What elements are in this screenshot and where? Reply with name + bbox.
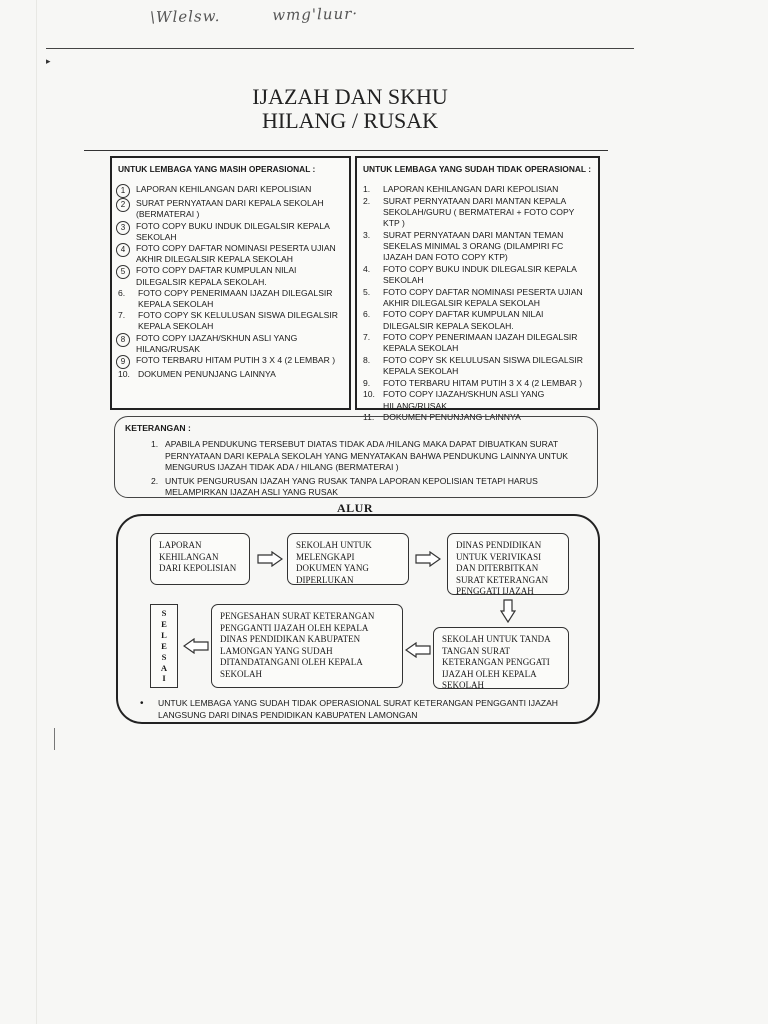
arrow-right-icon: [257, 551, 283, 567]
operational-requirements-box: [110, 156, 351, 410]
item-number: 3: [116, 221, 130, 235]
list-item: [118, 333, 343, 355]
list-item: [118, 221, 343, 243]
requirements-list: [363, 184, 592, 423]
arrow-left-icon: [405, 642, 431, 658]
non-operational-requirements-box: [355, 156, 600, 423]
item-text: LAPORAN KEHILANGAN DARI KEPOLISIAN: [383, 184, 559, 195]
item-number: 5: [116, 265, 130, 279]
list-item: [363, 378, 592, 389]
bullet-icon: •: [140, 698, 144, 709]
item-text: FOTO COPY DAFTAR KUMPULAN NILAI DILEGALSIR KEPALA SEKOLAH.: [136, 265, 297, 287]
page-edge: [36, 0, 37, 1024]
page-title-line-1: IJAZAH DAN SKHU: [252, 84, 448, 109]
item-text: FOTO TERBARU HITAM PUTIH 3 X 4 (2 LEMBAR ): [136, 355, 336, 366]
item-number: 1: [116, 184, 130, 198]
selesai-letter: S: [161, 651, 167, 662]
notes-box: [114, 416, 598, 498]
page-title-line-2: HILANG / RUSAK: [262, 108, 438, 133]
list-item: [118, 243, 343, 265]
item-text: APABILA PENDUKUNG TERSEBUT DIATAS TIDAK ADA /HILANG MAKA DAPAT DIBUATKAN SURAT PERNYATAAN DARI KEPALA SEKOLAH YANG MENYATAKAN BAHWA PENDUKUNG LAINNYA UNTUK MENGURUS IJAZAH TIDAK ADA / HILANG (BERMATERAI ): [165, 439, 569, 473]
selesai-letter: E: [161, 640, 167, 651]
top-rule: [46, 48, 634, 49]
title-rule: [84, 150, 608, 151]
item-number: 11.: [363, 412, 375, 423]
flow-end-selesai: [150, 604, 178, 688]
item-number: 2: [116, 198, 130, 212]
item-text: LAPORAN KEHILANGAN DARI KEPOLISIAN: [136, 184, 312, 195]
item-number: 10.: [118, 369, 130, 380]
arrow-right-icon: [415, 551, 441, 567]
list-item: [118, 198, 343, 220]
item-number: 9.: [363, 377, 371, 388]
corner-mark: ▸: [46, 56, 51, 66]
flow-note: [140, 698, 600, 721]
arrow-left-icon: [183, 638, 209, 654]
list-item: [118, 355, 343, 369]
item-text: DOKUMEN PENUNJANG LAINNYA: [138, 369, 276, 380]
item-text: FOTO COPY DAFTAR KUMPULAN NILAI DILEGALSIR KEPALA SEKOLAH.: [383, 309, 544, 331]
item-text: UNTUK PENGURUSAN IJAZAH YANG RUSAK TANPA LAPORAN KEPOLISIAN TETAPI HARUS MELAMPIRKAN IJAZAH ASLI YANG RUSAK: [165, 475, 538, 498]
item-number: 6.: [118, 287, 126, 298]
requirements-list: [118, 184, 343, 380]
list-item: [118, 369, 343, 380]
item-text: FOTO COPY DAFTAR NOMINASI PESERTA UJIAN AKHIR DILEGALSIR KEPALA SEKOLAH: [136, 243, 336, 265]
item-text: FOTO COPY DAFTAR NOMINASI PESERTA UJIAN AKHIR DILEGALSIR KEPALA SEKOLAH: [383, 286, 583, 308]
item-text: SURAT PERNYATAAN DARI KEPALA SEKOLAH (BERMATERAI ): [136, 198, 324, 220]
selesai-letter: S: [161, 608, 167, 619]
note-text: UNTUK LEMBAGA YANG SUDAH TIDAK OPERASIONAL SURAT KETERANGAN PENGGANTI IJAZAH LANGSUNG DARI DINAS PENDIDIKAN KABUPATEN LAMONGAN: [158, 698, 559, 720]
list-item: [118, 265, 343, 287]
selesai-letter: I: [162, 673, 166, 684]
selesai-letter: E: [161, 619, 167, 630]
item-number: 1.: [363, 184, 371, 195]
item-number: 9: [116, 355, 130, 369]
item-number: 1.: [151, 439, 159, 450]
item-number: 10.: [363, 389, 375, 400]
item-text: FOTO COPY BUKU INDUK DILEGALSIR KEPALA SEKOLAH: [136, 220, 330, 242]
list-item: [363, 309, 592, 331]
handwriting-word: \Wlelsw.: [149, 6, 221, 27]
flow-step-principal-signature: SEKOLAH UNTUK TANDA TANGAN SURAT KETERANGAN PENGGATI IJAZAH OLEH KEPALA SEKOLAH: [433, 627, 569, 689]
item-number: 2.: [151, 475, 159, 486]
item-number: 3.: [363, 229, 371, 240]
arrow-down-icon: [500, 599, 516, 623]
item-number: 5.: [363, 286, 371, 297]
item-text: FOTO COPY SK KELULUSAN SISWA DILEGALSIR KEPALA SEKOLAH: [383, 354, 583, 377]
flow-step-education-office: DINAS PENDIDIKAN UNTUK VERIVIKASI DAN DITERBITKAN SURAT KETERANGAN PENGGATI IJAZAH: [447, 533, 569, 595]
list-item: [151, 439, 587, 473]
item-number: 8.: [363, 354, 371, 365]
item-text: FOTO COPY PENERIMAAN IJAZAH DILEGALSIR KEPALA SEKOLAH: [383, 332, 578, 354]
margin-tick: [54, 728, 55, 750]
list-item: [118, 288, 343, 310]
list-item: [363, 332, 592, 354]
handwritten-note: [150, 4, 404, 26]
item-text: SURAT PERNYATAAN DARI MANTAN KEPALA SEKOLAH/GURU ( BERMATERAI + FOTO COPY KTP ): [383, 195, 575, 229]
list-item: [363, 264, 592, 286]
selesai-letter: L: [161, 630, 167, 641]
item-number: 7.: [363, 332, 371, 343]
item-text: FOTO COPY IJAZAH/SKHUN ASLI YANG HILANG/RUSAK: [383, 389, 545, 411]
item-number: 8: [116, 333, 130, 347]
item-text: SURAT PERNYATAAN DARI MANTAN TEMAN SEKELAS MINIMAL 3 ORANG (DILAMPIRI FC IJAZAH DAN FOTO COPY KTP): [383, 229, 564, 263]
item-text: FOTO TERBARU HITAM PUTIH 3 X 4 (2 LEMBAR ): [383, 377, 583, 388]
item-text: DOKUMEN PENUNJANG LAINNYA: [383, 412, 521, 423]
list-item: [363, 355, 592, 377]
box-heading: UNTUK LEMBAGA YANG SUDAH TIDAK OPERASIONAL :: [363, 164, 591, 174]
list-item: [363, 287, 592, 309]
item-text: FOTO COPY PENERIMAAN IJAZAH DILEGALSIR KEPALA SEKOLAH: [138, 287, 333, 310]
flow-step-police-report: LAPORAN KEHILANGAN DARI KEPOLISIAN: [150, 533, 250, 585]
handwriting-word: wmg'luur·: [272, 4, 359, 25]
list-item: [363, 389, 592, 411]
item-number: 4: [116, 243, 130, 257]
item-number: 2.: [363, 195, 371, 206]
item-text: FOTO COPY IJAZAH/SKHUN ASLI YANG HILANG/RUSAK: [136, 332, 298, 354]
list-item: [118, 310, 343, 332]
list-item: [363, 196, 592, 230]
list-item: [363, 230, 592, 264]
notes-heading: KETERANGAN :: [125, 423, 191, 433]
list-item: [118, 184, 343, 198]
flow-step-ratification: PENGESAHAN SURAT KETERANGAN PENGGANTI IJAZAH OLEH KEPALA DINAS PENDIDIKAN KABUPATEN LAMONGAN YANG SUDAH DITANDATANGANI OLEH KEPALA SEKOLAH: [211, 604, 403, 688]
notes-list: [125, 439, 587, 498]
list-item: [151, 476, 587, 499]
item-text: FOTO COPY BUKU INDUK DILEGALSIR KEPALA SEKOLAH: [383, 263, 577, 285]
item-text: FOTO COPY SK KELULUSAN SISWA DILEGALSIR KEPALA SEKOLAH: [138, 310, 338, 332]
item-number: 6.: [363, 309, 371, 320]
item-number: 7.: [118, 310, 126, 321]
box-heading: UNTUK LEMBAGA YANG MASIH OPERASIONAL :: [118, 164, 316, 174]
flow-step-school-documents: SEKOLAH UNTUK MELENGKAPI DOKUMEN YANG DIPERLUKAN: [287, 533, 409, 585]
item-number: 4.: [363, 263, 371, 274]
flow-title: ALUR: [337, 501, 374, 515]
list-item: [363, 184, 592, 195]
selesai-letter: A: [160, 662, 168, 673]
